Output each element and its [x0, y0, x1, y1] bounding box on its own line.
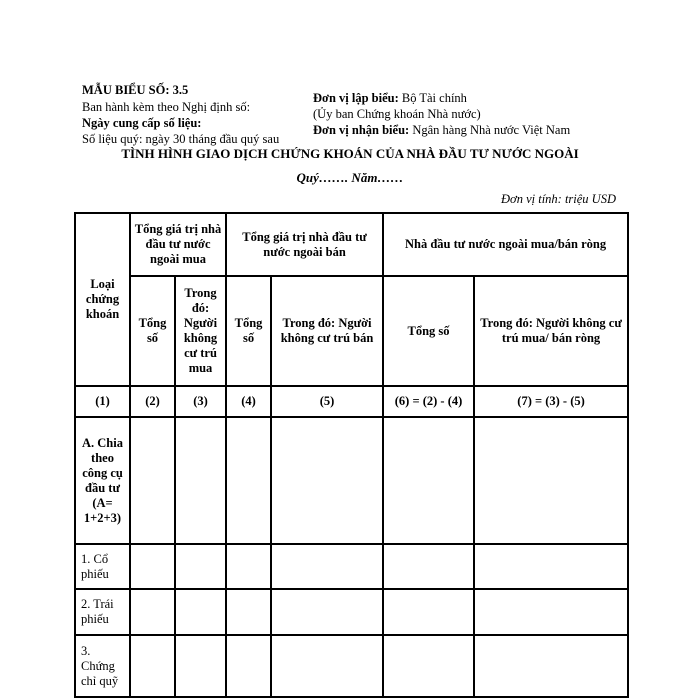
row-label: 2. Trái phiếu: [75, 589, 130, 635]
table-cell[interactable]: [175, 589, 226, 635]
form-code: MẪU BIỂU SỐ: 3.5: [82, 83, 189, 97]
maker-value: Bộ Tài chính: [401, 91, 467, 105]
maker-label: Đơn vị lập biểu:: [313, 91, 399, 105]
table-cell[interactable]: [130, 417, 175, 544]
index-cell: (1): [75, 386, 130, 417]
receiver-line: [313, 123, 570, 138]
table-cell[interactable]: [383, 544, 474, 589]
quarterly-data-note: Số liệu quý: ngày 30 tháng đầu quý sau: [82, 132, 280, 146]
data-date-label: Ngày cung cấp số liệu:: [82, 116, 202, 130]
table-row: [75, 417, 628, 544]
table-cell[interactable]: [271, 589, 383, 635]
row-label: 3. Chứng chỉ quỹ: [75, 635, 130, 697]
table-row: [75, 544, 628, 589]
table-cell[interactable]: [130, 544, 175, 589]
maker-sub: (Ủy ban Chứng khoán Nhà nước): [313, 107, 481, 121]
table-cell[interactable]: [226, 417, 271, 544]
table-cell[interactable]: [474, 417, 628, 544]
table-cell[interactable]: [130, 589, 175, 635]
table-header-row: [75, 213, 628, 276]
index-cell: (6) = (2) - (4): [383, 386, 474, 417]
maker-line: [313, 91, 467, 106]
table-cell[interactable]: [271, 635, 383, 697]
sub-sell-total: Tổng số: [226, 276, 271, 386]
index-cell: (4): [226, 386, 271, 417]
index-row: [75, 386, 628, 417]
table-cell[interactable]: [383, 635, 474, 697]
table-cell[interactable]: [226, 635, 271, 697]
table-row: [75, 589, 628, 635]
table-cell[interactable]: [271, 544, 383, 589]
index-cell: (7) = (3) - (5): [474, 386, 628, 417]
row-label: A. Chia theo công cụ đầu tư (A= 1+2+3): [75, 417, 130, 544]
sub-sell-nonresident: Trong đó: Người không cư trú bán: [271, 276, 383, 386]
sub-buy-total: Tổng số: [130, 276, 175, 386]
sub-net-nonresident: Trong đó: Người không cư trú mua/ bán ròng: [474, 276, 628, 386]
table-cell[interactable]: [271, 417, 383, 544]
issued-by-decree: Ban hành kèm theo Nghị định số:: [82, 100, 251, 114]
report-period: Quý……. Năm……: [296, 170, 404, 185]
group-net: Nhà đầu tư nước ngoài mua/bán ròng: [383, 213, 628, 276]
index-cell: (5): [271, 386, 383, 417]
sub-buy-nonresident: Trong đó: Người không cư trú mua: [175, 276, 226, 386]
receiver-label: Đơn vị nhận biểu:: [313, 123, 410, 137]
table-cell[interactable]: [474, 635, 628, 697]
table-cell[interactable]: [175, 417, 226, 544]
col-security-type: Loại chứng khoán: [75, 213, 130, 386]
table-cell[interactable]: [226, 589, 271, 635]
table-cell[interactable]: [175, 635, 226, 697]
row-label: 1. Cổ phiếu: [75, 544, 130, 589]
report-title: TÌNH HÌNH GIAO DỊCH CHỨNG KHOÁN CỦA NHÀ ĐẦU TƯ NƯỚC NGOÀI: [121, 146, 579, 161]
table-cell[interactable]: [383, 589, 474, 635]
table-row: [75, 635, 628, 697]
table-cell[interactable]: [175, 544, 226, 589]
index-cell: (3): [175, 386, 226, 417]
report-table: [74, 212, 629, 698]
table-cell[interactable]: [130, 635, 175, 697]
group-sell: Tổng giá trị nhà đầu tư nước ngoài bán: [226, 213, 383, 276]
sub-net-total: Tổng số: [383, 276, 474, 386]
table-cell[interactable]: [383, 417, 474, 544]
index-cell: (2): [130, 386, 175, 417]
table-cell[interactable]: [474, 544, 628, 589]
table-cell[interactable]: [474, 589, 628, 635]
table-cell[interactable]: [226, 544, 271, 589]
unit-note: Đơn vị tính: triệu USD: [501, 192, 616, 206]
table-subheader-row: [75, 276, 628, 386]
receiver-value: Ngân hàng Nhà nước Việt Nam: [412, 123, 571, 137]
group-buy: Tổng giá trị nhà đầu tư nước ngoài mua: [130, 213, 226, 276]
